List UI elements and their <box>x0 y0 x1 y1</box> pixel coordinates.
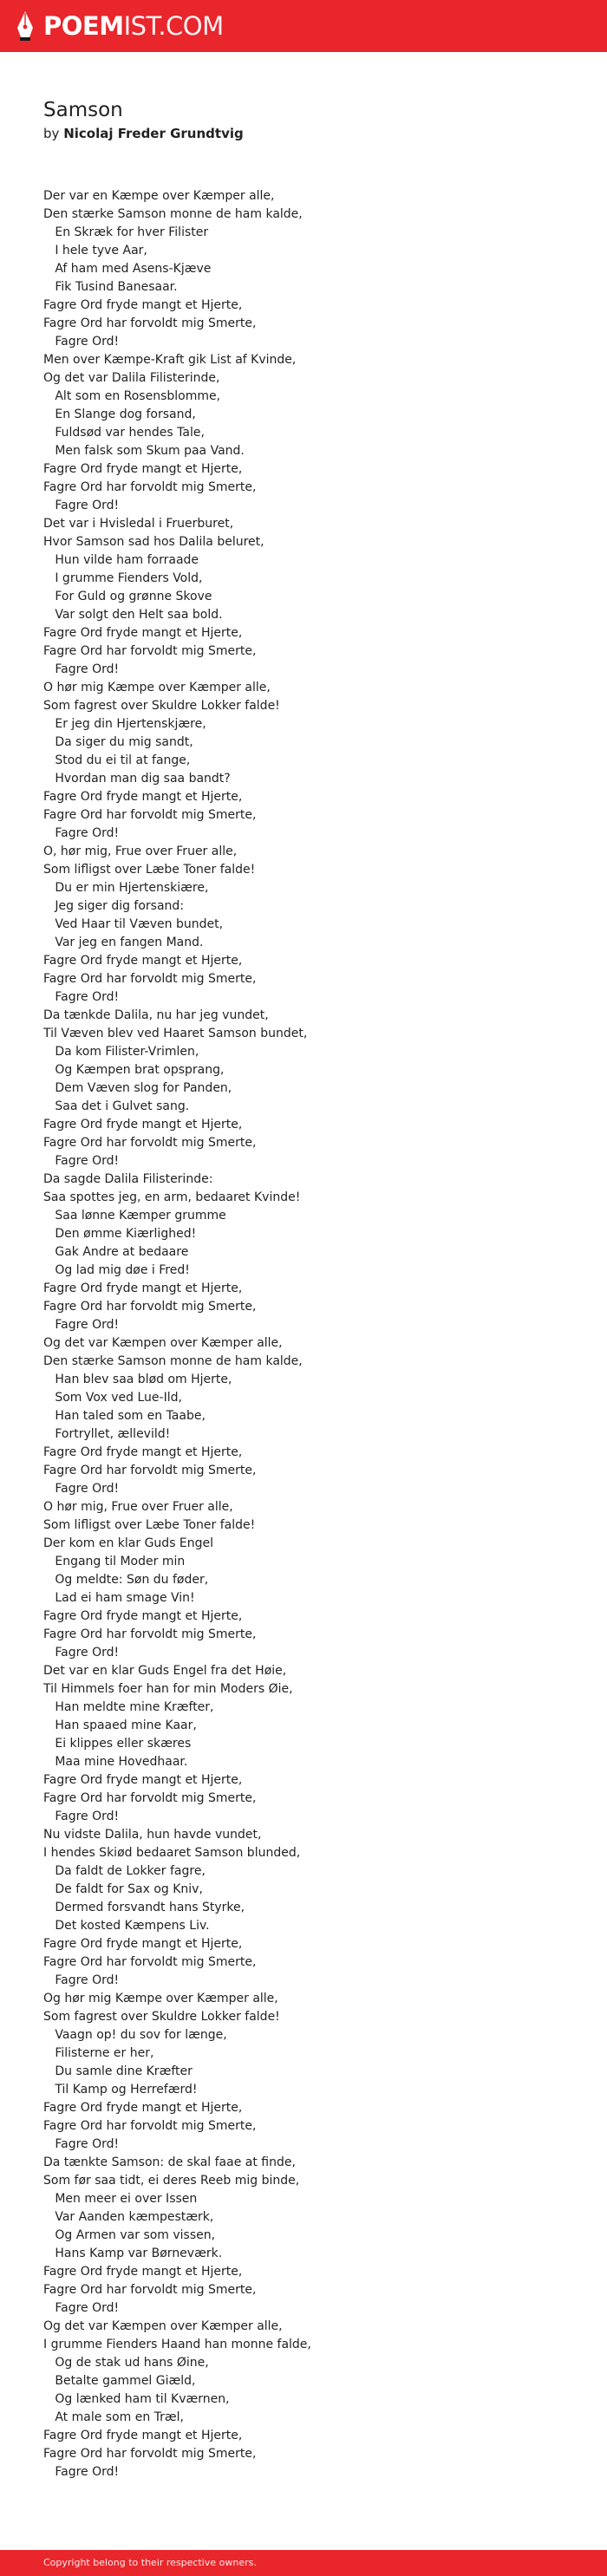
poem-line: Fagre Ord fryde mangt et Hjerte, <box>43 462 243 476</box>
poem-line: Den stærke Samson monne de ham kalde, <box>43 1354 303 1368</box>
poem-line: Fagre Ord! <box>43 2137 120 2151</box>
poem-line: Til Væven blev ved Haaret Samson bundet, <box>43 1027 308 1040</box>
poem-line: Fagre Ord fryde mangt et Hjerte, <box>43 2101 243 2115</box>
poem-line: Det kosted Kæmpens Liv. <box>43 1919 210 1933</box>
poem-line: Hvordan man dig saa bandt? <box>43 772 231 786</box>
poem-line: Da siger du mig sandt, <box>43 735 193 749</box>
poem-line: Dermed forsvandt hans Styrke, <box>43 1901 245 1914</box>
poem-line: Fagre Ord har forvoldt mig Smerte, <box>43 480 257 494</box>
poem-line: Fagre Ord fryde mangt et Hjerte, <box>43 2265 243 2279</box>
poem-line: Fagre Ord har forvoldt mig Smerte, <box>43 316 257 330</box>
poem-line: De faldt for Sax og Kniv, <box>43 1882 203 1896</box>
poem-line: Fagre Ord har forvoldt mig Smerte, <box>43 1627 257 1641</box>
poem-line: Du samle dine Kræfter <box>43 2064 193 2078</box>
poem-line: Du er min Hjertenskiære, <box>43 881 209 895</box>
poem-line: Er jeg din Hjertenskjære, <box>43 717 206 731</box>
poem-line: Til Kamp og Herrefærd! <box>43 2083 198 2097</box>
logo-wordmark: POEMIST.COM <box>43 11 224 41</box>
poem-line: O hør mig Kæmpe over Kæmper alle, <box>43 681 271 695</box>
poem-line: Maa mine Hovedhaar. <box>43 1755 188 1769</box>
poem-line: Og det var Kæmpen over Kæmper alle, <box>43 1336 283 1350</box>
poem-line: Fagre Ord fryde mangt et Hjerte, <box>43 1118 243 1131</box>
poem-line: Fagre Ord har forvoldt mig Smerte, <box>43 808 257 822</box>
poem-line: Betalte gammel Giæld, <box>43 2374 196 2388</box>
poem-line: Nu vidste Dalila, hun havde vundet, <box>43 1828 262 1842</box>
poem-line: I grumme Fienders Haand han monne falde, <box>43 2338 311 2351</box>
poem-line: Fagre Ord har forvoldt mig Smerte, <box>43 972 257 986</box>
poem-line: At male som en Træl, <box>43 2410 185 2424</box>
poem-line: Var Aanden kæmpestærk, <box>43 2210 214 2224</box>
pen-nib-icon <box>16 10 35 42</box>
poem-line: Fagre Ord! <box>43 1646 120 1660</box>
poem-line: Dem Væven slog for Panden, <box>43 1081 232 1095</box>
poem-line: Lad ei ham smage Vin! <box>43 1591 195 1605</box>
poem-line: Fagre Ord! <box>43 990 120 1004</box>
poem-line: Fagre Ord! <box>43 662 120 676</box>
poem-line: Men falsk som Skum paa Vand. <box>43 444 245 458</box>
poem-line: I grumme Fienders Vold, <box>43 571 203 585</box>
poem-line: Ei klippes eller skæres <box>43 1737 192 1751</box>
poem-line: Fagre Ord fryde mangt et Hjerte, <box>43 1445 243 1459</box>
poem-line: Da kom Filister-Vrimlen, <box>43 1045 199 1059</box>
poem-line: Han spaaed mine Kaar, <box>43 1718 197 1732</box>
poem-body <box>43 187 572 2481</box>
site-header <box>0 0 607 52</box>
poem-line: Fagre Ord! <box>43 1154 120 1168</box>
poem-line: Og det var Dalila Filisterinde, <box>43 371 220 385</box>
poem-line: Som lifligst over Læbe Toner falde! <box>43 863 256 877</box>
poem-line: Fagre Ord har forvoldt mig Smerte, <box>43 644 257 658</box>
poem-header <box>43 97 572 142</box>
poem-line: I hendes Skiød bedaaret Samson blunded, <box>43 1846 301 1860</box>
poem-line: Da sagde Dalila Filisterinde: <box>43 1172 213 1186</box>
poem-line: Fagre Ord fryde mangt et Hjerte, <box>43 954 243 968</box>
poem-line: Og meldte: Søn du føder, <box>43 1573 209 1587</box>
poem-line: Var jeg en fangen Mand. <box>43 936 204 949</box>
poem-line: Fuldsød var hendes Tale, <box>43 426 205 440</box>
poem-line: En Skræk for hver Filister <box>43 225 209 239</box>
poem-line: Fagre Ord fryde mangt et Hjerte, <box>43 298 243 312</box>
poem-line: Saa lønne Kæmper grumme <box>43 1209 226 1223</box>
poem-line: Han taled som en Taabe, <box>43 1409 206 1423</box>
poem-line: Og hør mig Kæmpe over Kæmper alle, <box>43 1992 278 2005</box>
poem-line: Fagre Ord! <box>43 1318 120 1332</box>
poem-line: Fagre Ord! <box>43 1973 120 1987</box>
poem-line: Fagre Ord har forvoldt mig Smerte, <box>43 1464 257 1477</box>
poem-line: Han blev saa blød om Hjerte, <box>43 1373 232 1386</box>
poem-line: Fagre Ord fryde mangt et Hjerte, <box>43 626 243 640</box>
poem-line: Fagre Ord! <box>43 826 120 840</box>
poem-line: Og det var Kæmpen over Kæmper alle, <box>43 2319 283 2333</box>
poem-line: Fagre Ord har forvoldt mig Smerte, <box>43 1300 257 1314</box>
poem-line: Fagre Ord! <box>43 335 120 349</box>
poem-line: Det var i Hvisledal i Fruerburet, <box>43 517 234 531</box>
poem-line: Var solgt den Helt saa bold. <box>43 608 223 622</box>
poem-line: Fagre Ord! <box>43 1482 120 1496</box>
poem-line: Ved Haar til Væven bundet, <box>43 917 224 931</box>
poem-line: Fagre Ord fryde mangt et Hjerte, <box>43 1609 243 1623</box>
poem-line: O, hør mig, Frue over Fruer alle, <box>43 845 238 858</box>
poem-line: Fagre Ord har forvoldt mig Smerte, <box>43 2283 257 2297</box>
poem-line: Der var en Kæmpe over Kæmper alle, <box>43 189 275 203</box>
author-name: Nicolaj Freder Grundtvig <box>63 126 244 141</box>
poem-line: Fagre Ord har forvoldt mig Smerte, <box>43 1791 257 1805</box>
poem-line: Alt som en Rosensblomme, <box>43 389 221 403</box>
poem-line: Fagre Ord har forvoldt mig Smerte, <box>43 2447 257 2461</box>
poem-line: Hans Kamp var Børneværk. <box>43 2247 223 2260</box>
poem-line: Fagre Ord fryde mangt et Hjerte, <box>43 790 243 804</box>
poem-line: Men over Kæmpe-Kraft gik List af Kvinde, <box>43 353 297 367</box>
poem-line: Den stærke Samson monne de ham kalde, <box>43 207 303 221</box>
poem-line: Og Armen var som vissen, <box>43 2228 216 2242</box>
poem-line: En Slange dog forsand, <box>43 408 196 421</box>
poem-line: Af ham med Asens-Kjæve <box>43 262 212 276</box>
poem-line: Filisterne er her, <box>43 2046 154 2060</box>
poem-line: Men meer ei over Issen <box>43 2192 198 2206</box>
poem-line: Jeg siger dig forsand: <box>43 899 185 913</box>
poem-line: O hør mig, Frue over Fruer alle, <box>43 1500 233 1514</box>
poem-line: Fortryllet, ællevild! <box>43 1427 171 1441</box>
poem-line: Fagre Ord har forvoldt mig Smerte, <box>43 2119 257 2133</box>
poem-line: Som lifligst over Læbe Toner falde! <box>43 1518 256 1532</box>
poem-line: Da tænkde Dalila, nu har jeg vundet, <box>43 1008 269 1022</box>
poem-line: Som før saa tidt, ei deres Reeb mig binde, <box>43 2174 300 2188</box>
poem-line: Og lad mig døe i Fred! <box>43 1263 190 1277</box>
poem-line: Det var en klar Guds Engel fra det Høie, <box>43 1664 287 1678</box>
poem-line: Fagre Ord har forvoldt mig Smerte, <box>43 1136 257 1150</box>
poem-line: Som fagrest over Skuldre Lokker falde! <box>43 2010 280 2024</box>
poem-line: Den ømme Kiærlighed! <box>43 1227 197 1241</box>
poem-line: Stod du ei til at fange, <box>43 753 191 767</box>
poem-line: Fagre Ord fryde mangt et Hjerte, <box>43 1773 243 1787</box>
poem-line: Fagre Ord! <box>43 2465 120 2479</box>
poem-line: For Guld og grønne Skove <box>43 590 212 603</box>
poem-line: Da tænkte Samson: de skal faae at finde, <box>43 2155 296 2169</box>
poem-line: Engang til Moder min <box>43 1555 186 1568</box>
poem-line: Han meldte mine Kræfter, <box>43 1700 214 1714</box>
byline <box>43 125 572 142</box>
byline-prefix: by <box>43 126 60 141</box>
poem-title: Samson <box>43 99 123 121</box>
poem-line: Fagre Ord! <box>43 1810 120 1823</box>
poem-line: Fik Tusind Banesaar. <box>43 280 178 294</box>
poem-line: Og lænked ham til Kværnen, <box>43 2392 230 2406</box>
poem-line: Fagre Ord fryde mangt et Hjerte, <box>43 1281 243 1295</box>
poem-line: Som Vox ved Lue-Ild, <box>43 1391 182 1405</box>
poem-line: Fagre Ord! <box>43 499 120 512</box>
poem-line: Og de stak ud hans Øine, <box>43 2356 209 2370</box>
poem-line: I hele tyve Aar, <box>43 244 147 258</box>
poem-line: Saa spottes jeg, en arm, bedaaret Kvinde! <box>43 1190 301 1204</box>
site-logo-link[interactable] <box>16 10 224 42</box>
poem-line: Hun vilde ham forraade <box>43 553 199 567</box>
poem-line: Fagre Ord! <box>43 2301 120 2315</box>
poem-line: Hvor Samson sad hos Dalila beluret, <box>43 535 264 549</box>
poem-line: Fagre Ord fryde mangt et Hjerte, <box>43 2429 243 2442</box>
poem-line: Da faldt de Lokker fagre, <box>43 1864 206 1878</box>
poem-line: Fagre Ord har forvoldt mig Smerte, <box>43 1955 257 1969</box>
site-footer <box>0 2550 607 2576</box>
poem-line: Der kom en klar Guds Engel <box>43 1536 214 1550</box>
poem-line: Og Kæmpen brat opsprang, <box>43 1063 225 1077</box>
poem-line: Gak Andre at bedaare <box>43 1245 189 1259</box>
poem-line: Fagre Ord fryde mangt et Hjerte, <box>43 1937 243 1951</box>
poem-line: Som fagrest over Skuldre Lokker falde! <box>43 699 280 713</box>
poem-line: Saa det i Gulvet sang. <box>43 1099 190 1113</box>
poem-line: Vaagn op! du sov for længe, <box>43 2028 227 2042</box>
poem-line: Til Himmels foer han for min Moders Øie, <box>43 1682 293 1696</box>
copyright-notice: Copyright belong to their respective owners. <box>43 2557 257 2568</box>
